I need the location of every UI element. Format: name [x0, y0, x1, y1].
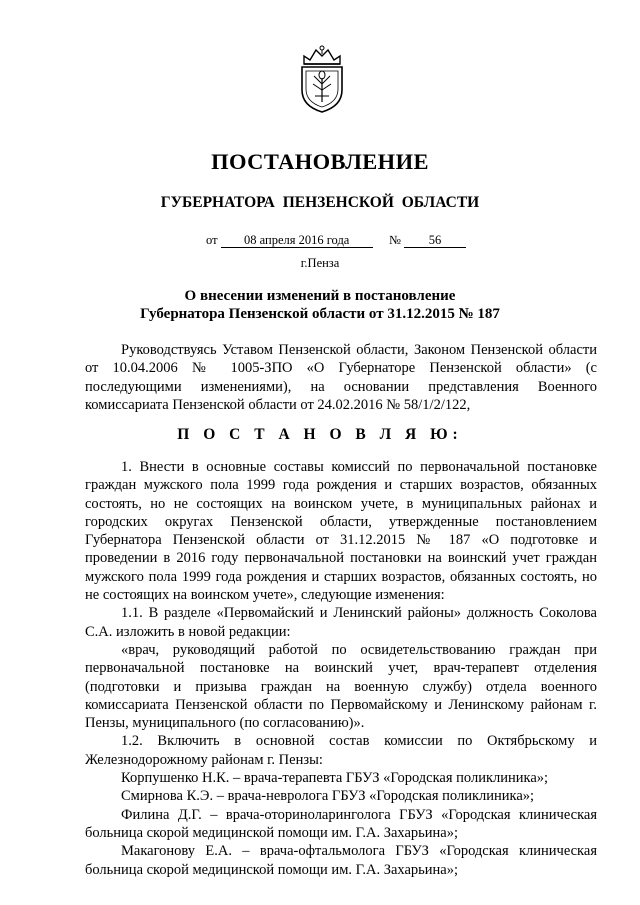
date-prefix: от: [206, 233, 218, 247]
paragraph-1-2: 1.2. Включить в основной состав комиссии по Октябрьскому и Железнодорожному районам г. Пензы:: [85, 733, 597, 768]
list-item: Филина Д.Г. – врача-оториноларинголога ГБУЗ «Городская клиническая больница скорой медицинской помощи им. Г.А. Захарьина»;: [85, 806, 597, 841]
document-city: г.Пенза: [300, 256, 340, 270]
list-item: Смирнова К.Э. – врача-невролога ГБУЗ «Городская поликлиника»;: [121, 788, 535, 805]
body-text-block: [85, 458, 597, 879]
paragraph-1-1: 1.1. В разделе «Первомайский и Ленинский районы» должность Соколова С.А. изложить в новой редакции:: [85, 605, 597, 640]
document-issuer: ГУБЕРНАТОРА ПЕНЗЕНСКОЙ ОБЛАСТИ: [160, 194, 480, 211]
document-title: ПОСТАНОВЛЕНИЕ: [211, 149, 429, 174]
list-item: Корпушенко Н.К. – врача-терапевта ГБУЗ «Городская поликлиника»;: [121, 770, 549, 787]
intro-paragraph: Руководствуясь Уставом Пензенской области, Законом Пензенской области от 10.04.2006 № 1005-ЗПО «О Губернаторе Пензенской области» (с последующими изменениями), на основании представления Военного комиссариата Пензенской области от 24.02.2016 № 58/1/2/122,: [85, 342, 597, 413]
document-heading: [0, 287, 640, 323]
paragraph-1: 1. Внести в основные составы комиссий по первоначальной постановке граждан мужского пола 1999 года рождения и старших возрастов, обязанных состоять, но не состоящих на воинском учете, в муниципальных районах и городских округах Пензенской области, утвержденные постановлением Губернатора Пензенской области от 31.12.2015 № 187 «О подготовке и проведении в 2016 году первоначальной постановки на воинский учет граждан мужского пола 1999 года рождения и старших возрастов, обязанных состоять, но не состоящих на воинском учете», следующие изменения:: [85, 459, 597, 604]
list-item: Макагонову Е.А. – врача-офтальмолога ГБУЗ «Городская клиническая больница скорой медицинской помощи им. Г.А. Захарьина»;: [85, 843, 597, 878]
heading-line-1: О внесении изменений в постановление: [184, 288, 456, 304]
paragraph-quote: «врач, руководящий работой по освидетельствованию граждан при первоначальной постановке на воинский учет, врач-терапевт отделения (подготовки и призыва граждан на военную службу) отдела военного комиссариата Пензенской области по Первомайскому и Ленинскому районам г. Пензы, муниципального (по согласованию)».: [85, 641, 597, 732]
decree-word: П О С Т А Н О В Л Я Ю:: [177, 426, 463, 443]
date-number-line: [206, 233, 466, 248]
number-prefix: №: [388, 233, 401, 247]
heading-line-2: Губернатора Пензенской области от 31.12.2015 № 187: [140, 306, 500, 322]
document-date: 08 апреля 2016 года: [221, 234, 373, 248]
penza-coat-of-arms-icon: [296, 44, 348, 114]
document-number: 56: [404, 234, 466, 248]
intro-text-block: [85, 341, 597, 414]
